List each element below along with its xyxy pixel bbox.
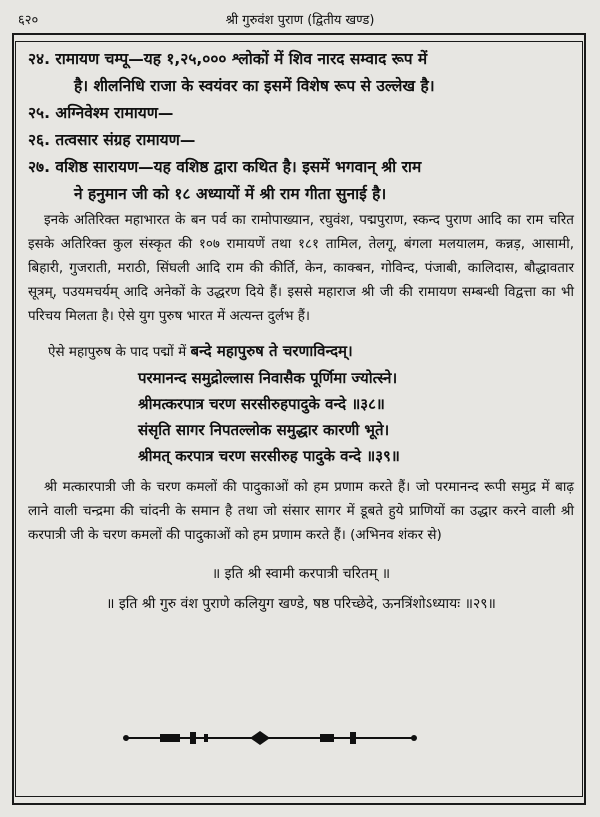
- list-item-25: [28, 100, 574, 127]
- colophon-chapter-end: ॥ इति श्री गुरु वंश पुराणे कलियुग खण्डे, षष्ठ परिच्छेदे, ऊनत्रिंशोऽध्यायः ॥२९॥: [106, 595, 496, 612]
- decorative-divider-icon: [120, 727, 420, 749]
- list-item-line: ने हनुमान जी को १८ अध्यायों में श्री राम गीता सुनाई है।: [74, 185, 387, 203]
- page-content: [28, 46, 574, 617]
- body-paragraph: इनके अतिरिक्त महाभारत के बन पर्व का रामोपाख्यान, रघुवंश, पद्मपुराण, स्कन्द पुराण आदि का राम चरित इसके अतिरिक्त कुल संस्कृत की १०७ रामायणें तथा १८१ तामिल, तेलगू, बंगला मलयालम, कन्नड़, आसामी, बिहारी, गुजराती, मराठी, सिंघली आदि राम की कीर्ति, केन, काक्बन, गोविन्द, पंजाबी, कालिदास, बौद्धावतार सूत्रम्, पउयमचर्यम् आदि अनेकों के उद्धरण दिये हैं। इससे महाराज श्री जी की रामायण सम्बन्धी विद्वत्ता का भी परिचय मिलता है। ऐसे युग पुरुष भारत में अत्यन्त दुर्लभ हैं।: [28, 212, 574, 324]
- verse-intro-text: ऐसे महापुरुष के पाद पद्मों में: [48, 344, 187, 360]
- list-item-24: [28, 46, 574, 100]
- verse-line: श्रीमत्करपात्र चरण सरसीरुहपादुके वन्दे ॥३८॥: [138, 395, 385, 413]
- list-item-line: २७. वशिष्ठ सारायण—यह वशिष्ठ द्वारा कथित है। इसमें भगवान् श्री राम: [28, 158, 422, 176]
- verse-line: परमानन्द समुद्रोल्लास निवासैक पूर्णिमा ज्योत्स्ने।: [138, 369, 398, 387]
- list-item-line: २६. तत्वसार संग्रह रामायण—: [28, 131, 196, 149]
- verse-line: श्रीमत् करपात्र चरण सरसीरुह पादुके वन्दे ॥३९॥: [138, 447, 400, 465]
- list-item-line: है। शीलनिधि राजा के स्वयंवर का इसमें विशेष रूप से उल्लेख है।: [74, 77, 435, 95]
- list-item-26: [28, 127, 574, 154]
- verse-line: संसृति सागर निपतल्लोक समुद्धार कारणी भूते।: [138, 421, 390, 439]
- colophon-charitam: ॥ इति श्री स्वामी करपात्री चरितम् ॥: [211, 565, 391, 582]
- list-item-line: २५. अग्निवेश्म रामायण—: [28, 104, 174, 122]
- page-number: ६२०: [18, 13, 39, 28]
- page-header: [18, 10, 582, 32]
- list-item-27: [28, 154, 574, 208]
- running-title: श्री गुरुवंश पुराण (द्वितीय खण्ड): [225, 13, 375, 28]
- list-item-line: २४. रामायण चम्पू—यह १,२५,००० श्लोकों में शिव नारद सम्वाद रूप में: [28, 50, 428, 68]
- translation-paragraph: श्री मत्कारपात्री जी के चरण कमलों की पादुकाओं को हम प्रणाम करते हैं। जो परमानन्द रूपी समुद्र में बाढ़ लाने वाली चन्द्रमा की चांदनी के समान है तथा जो संसार सागर में डूबते हुये प्राणियों का उद्धार करने वाली श्री करपात्री जी के चरण कमलों की पादुकाओं को हम प्रणाम करते हैं। (अभिनव शंकर से): [28, 479, 574, 543]
- verse-intro-bold: बन्दे महापुरुष ते चरणाविन्दम्।: [190, 342, 353, 360]
- verse-intro: [28, 338, 574, 365]
